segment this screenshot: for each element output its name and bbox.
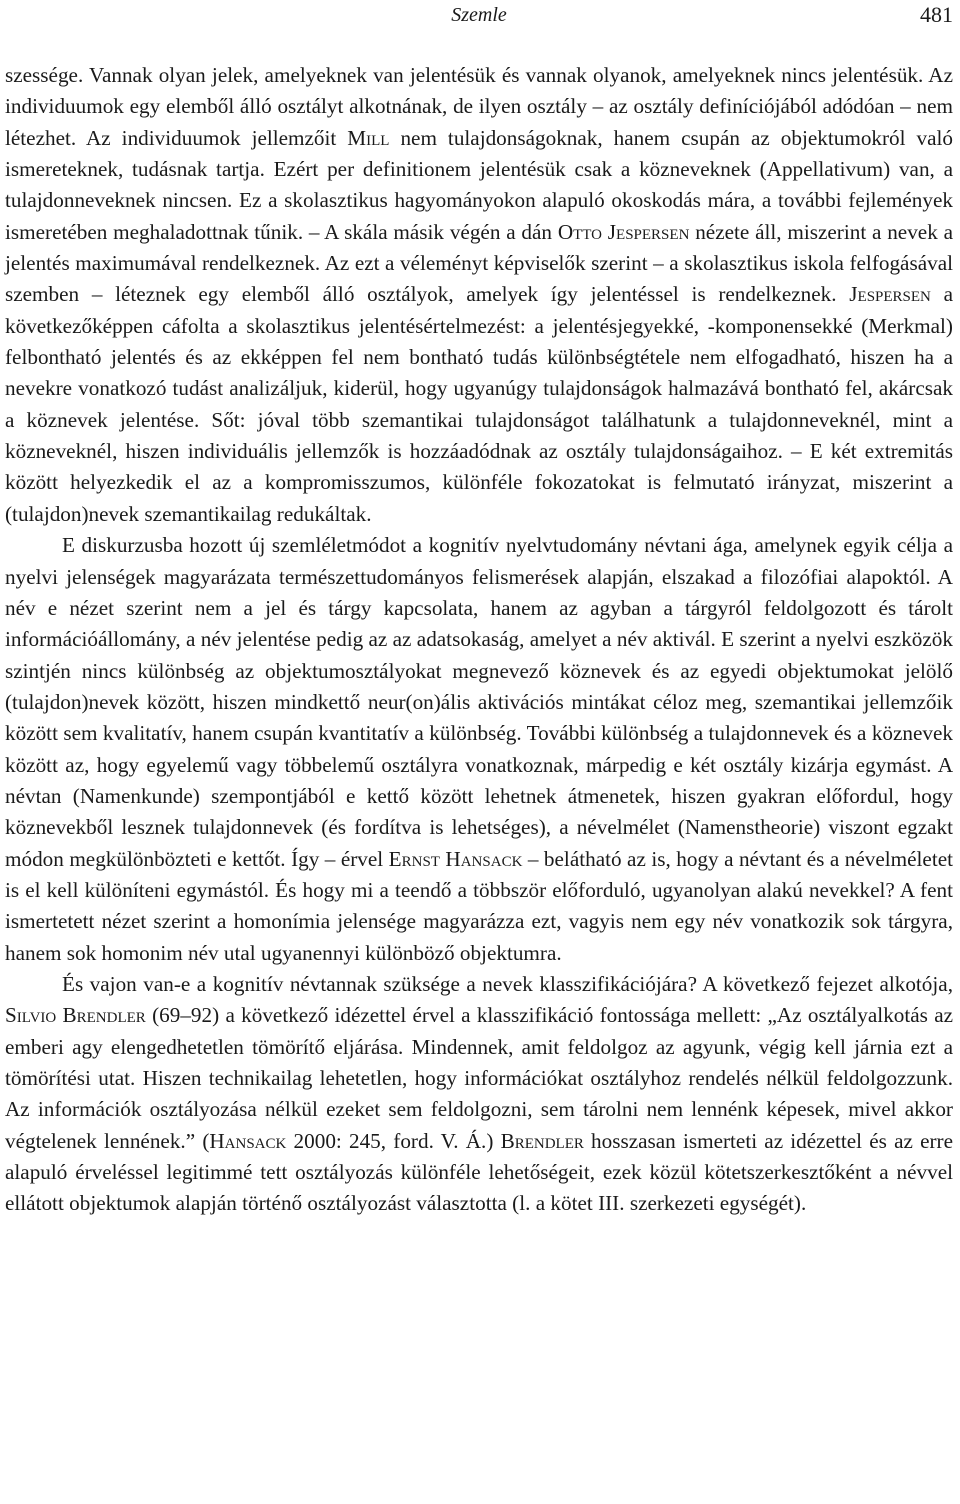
author-name-jespersen: Jespersen <box>849 282 931 307</box>
citation-author-hansack: Hansack <box>209 1128 287 1153</box>
text-span: És vajon van-e a kognitív névtannak szüksége a nevek klasszifikációjára? A következő fejezet alkotója, <box>62 971 953 996</box>
text-span: E diskurzusba hozott új szemléletmódot a kognitív nyelvtudomány névtani ága, amelynek egyik célja a nyelvi jelenségek magyarázata természettudományos felismerések alapján, elszakad a filozófiai alapoktól. A név e nézet szerint nem a jel és tárgy kapcsolata, hanem az agyban a tárgyról feldolgozott és tárolt információállomány, a név jelentése pedig az az adatsokaság, amelyet a név aktivál. E szerint a nyelvi eszközök szintjén nincs különbség az objektumosztályokat megnevező köznevek és az egyedi objektumokat jelölő (tulajdon)nevek között, hiszen mindkettő neur(on)ális aktivációs mintákat céloz meg, szemantikai jellemzőik között sem kvalitatív, hanem csupán kvantitatív a különbség. További különbség a tulajdonnevek és a köznevek között az, hogy egyelemű vagy többelemű osztályra vonatkoznak, márpedig e két osztály kizárja egymást. A névtan (Namenkunde) szempontjából e kettő között lehetnek átmenetek, hiszen gyakran előfordul, hogy köznevekből lesznek tulajdonnevek (és fordítva is lehetséges), a névelmélet (Namenstheorie) viszont egzakt módon megkülönbözteti e kettőt. Így – érvel <box>5 533 953 871</box>
text-span: szessége. Vannak olyan jelek, amelyeknek van jelentésük és vannak olyanok, amelyeknek nincs jelentésük. Az individuumok egy elemből álló osztályt alkotnának, de ilyen osztály – az osztály definíciójából adódóan – nem létezhet. Az individuumok jellemzőit <box>5 63 953 150</box>
author-name-hansack: Ernst Hansack <box>388 846 523 871</box>
author-name-mill: Mill <box>347 125 390 150</box>
paragraph-3 <box>5 969 953 1220</box>
author-name-jespersen: Otto Jespersen <box>557 219 690 244</box>
text-span: nem tulajdonságoknak, hanem csupán az objektumokról való ismereteknek, tudásnak tartja. Ezért per definitionem jelentésük csak a közneveknek (Appellativum) van, a tulajdonneveknek nincsen. Ez a skolasztikus hagyományokon alapuló okoskodás mára, a további fejlemények ismeretében meghaladottnak tűnik. – A skála másik végén a dán <box>5 125 954 244</box>
text-span: a következőképpen cáfolta a skolasztikus jelentésértelmezést: a jelentésjegyekké, -komponensekké (Merkmal) felbontható jelentés és az ekképpen fel nem bontható tudás különbségtétele nem elfogadható, hiszen ha a nevekre vonatkozó tudást analizáljuk, kiderül, hogy ugyanúgy tulajdonságok halmazává bontható fel, akárcsak a köznevek jelentése. Sőt: jóval több szemantikai tulajdonságot találhatunk a tulajdonneveknél, mint a közneveknél, hiszen individuális jellemzők is hozzáadódnak az osztály tulajdonságaihoz. – E két extremitás között helyezkedik el az a kompromisszumos, különféle fokozatokat is felmutató irányzat, miszerint a (tulajdon)nevek szemantikailag redukáltak. <box>5 282 953 526</box>
text-span: nézete áll, miszerint a nevek a jelentés maximumával rendelkeznek. Az ezt a véleményt képviselők szerint – a skolasztikus iskola felfogásával szemben – léteznek egy elemből álló osztályok, amelyek így jelentéssel is rendelkeznek. <box>5 219 954 307</box>
running-header <box>5 0 953 44</box>
journal-title: Szemle <box>451 4 507 26</box>
author-name-brendler: Brendler <box>500 1128 584 1153</box>
text-span: 2000: 245, ford. V. Á.) <box>286 1128 501 1153</box>
paragraph-1 <box>5 60 953 530</box>
document-page <box>5 0 953 1504</box>
author-name-brendler: Silvio Brendler <box>5 1003 146 1028</box>
body-text <box>5 60 953 1220</box>
page-number: 481 <box>920 2 953 27</box>
text-span: hosszasan ismerteti az idézettel és az erre alapuló érveléssel legitimmé tett osztályozás különféle lehetőségeit, ezek közül kötetszerkesztőként a névvel ellátott objektumok alapján történő osztályozást választotta (l. a kötet III. szerkezeti egységét). <box>5 1128 953 1216</box>
paragraph-2 <box>5 530 953 969</box>
text-span: – belátható az is, hogy a névtant és a névelméletet is el kell különíteni egymástól. És hogy mi a teendő a többször előforduló, ugyanolyan alakú nevekkel? A fent ismertetett nézet szerint a homonímia jelensége magyarázza ezt, vagyis nem egy név vonatkozik sok tárgyra, hanem sok homonim név utal ugyanennyi különböző objektumra. <box>5 846 953 965</box>
text-span: (69–92) a következő idézettel érvel a klasszifikáció fontossága mellett: „Az osztályalkotás az emberi agy elengedhetetlen tömörítő eljárása. Mindennek, amit feldolgoz az agyunk, végig kell járnia ezt a tömörítési utat. Hiszen technikailag lehetetlen, hogy információkat osztályhoz rendelés nélkül feldolgozzunk. Az információk osztályozása nélkül ezeket sem feldolgozni, sem tárolni nem lennénk képesek, mivel akkor végtelenek lennének.” ( <box>5 1003 954 1153</box>
